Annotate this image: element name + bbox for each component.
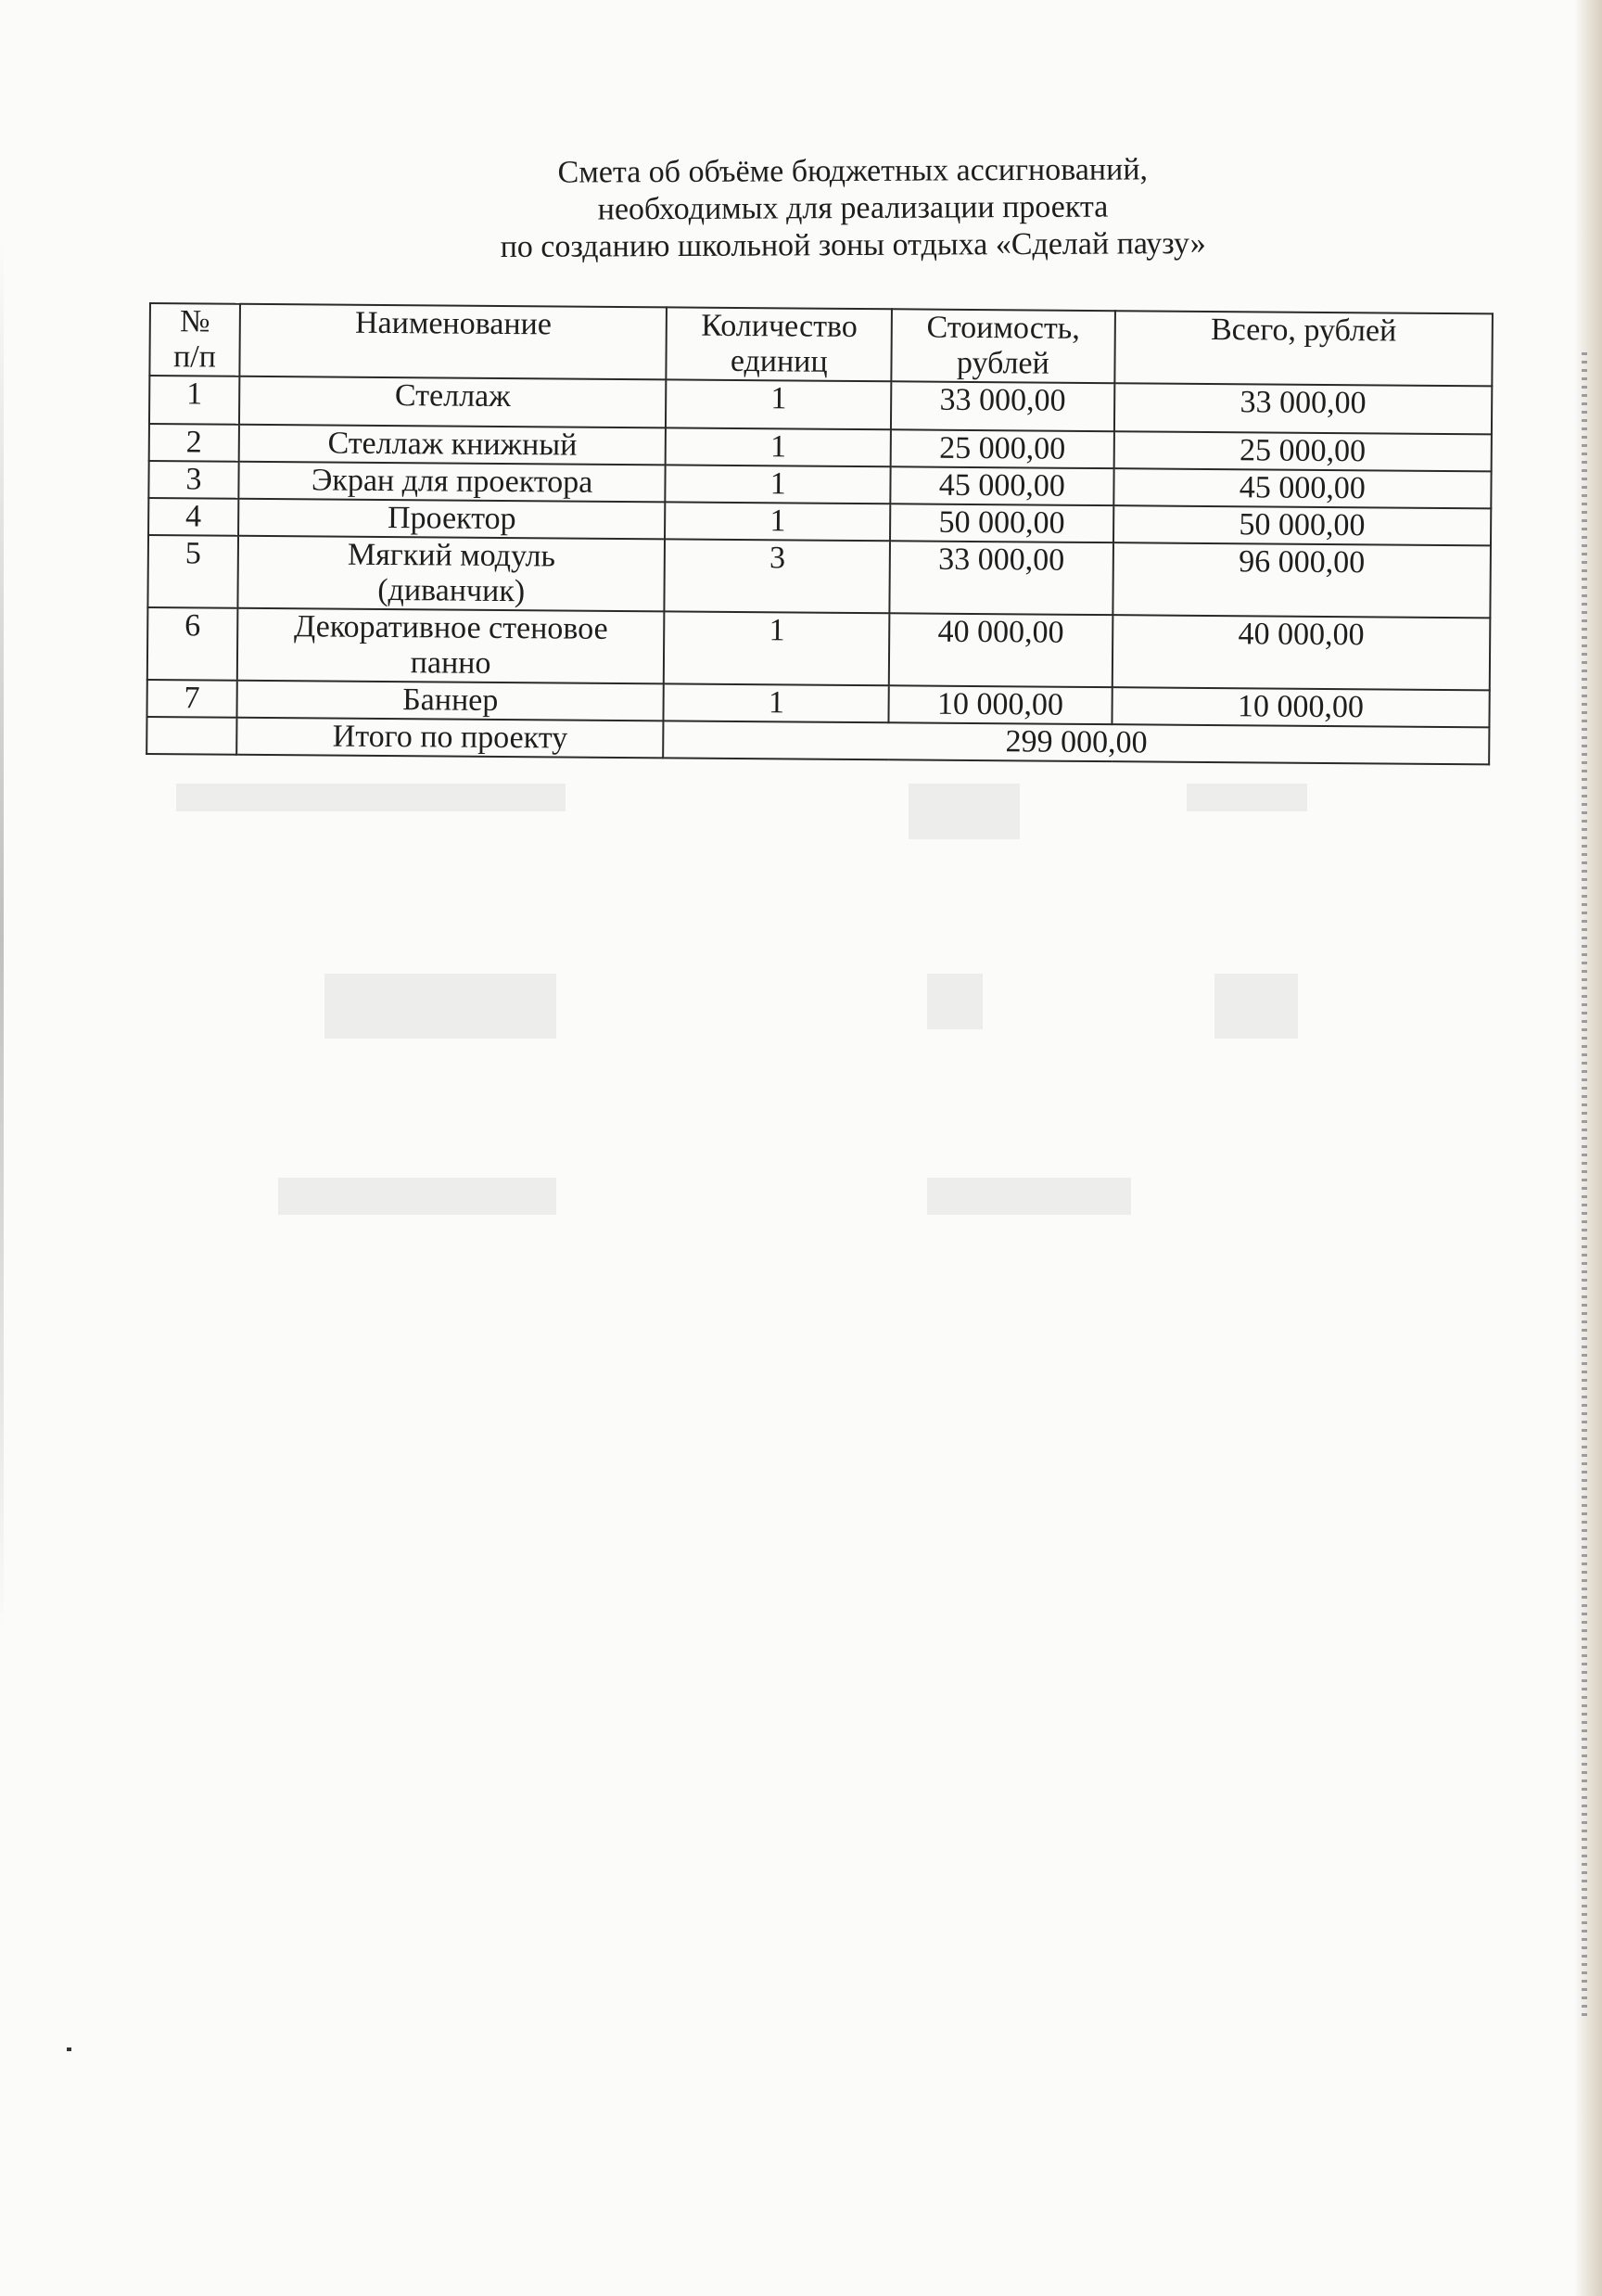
bleed-through-mark — [176, 784, 566, 811]
header-num-line1: № — [179, 304, 210, 339]
stray-mark — [67, 2047, 71, 2051]
table-header-row — [149, 303, 1493, 386]
title-line-3: по созданию школьной зоны отдыха «Сделай паузу» — [500, 226, 1206, 264]
scan-edge-artifacts — [1582, 352, 1587, 2022]
row-cost: 45 000,00 — [890, 466, 1113, 505]
header-cost-line1: Стоимость, — [926, 310, 1080, 346]
header-num-line2: п/п — [172, 339, 217, 375]
table-row — [147, 607, 1491, 690]
row-name: Проектор — [238, 499, 666, 540]
header-name-text: Наименование — [354, 305, 553, 342]
row-qty: 1 — [665, 502, 890, 541]
estimate-table — [146, 302, 1494, 765]
row-name: Экран для проектора — [238, 462, 666, 503]
row-total: 96 000,00 — [1112, 542, 1491, 618]
row-total: 10 000,00 — [1112, 687, 1490, 727]
row-name-line1: Декоративное стеновое — [293, 609, 608, 646]
row-qty: 1 — [666, 379, 891, 429]
row-total: 50 000,00 — [1113, 505, 1492, 545]
row-cost: 25 000,00 — [891, 429, 1114, 468]
scan-right-edge — [1574, 0, 1602, 2296]
row-name — [237, 608, 665, 684]
row-cost: 33 000,00 — [889, 541, 1112, 615]
bleed-through-mark — [1187, 784, 1307, 811]
row-total: 45 000,00 — [1113, 468, 1492, 508]
row-qty: 1 — [664, 683, 889, 722]
row-qty: 1 — [664, 611, 889, 685]
title-line-2: необходимых для реализации проекта — [597, 189, 1109, 227]
grand-total-value: 299 000,00 — [664, 721, 1490, 764]
row-name: Стеллаж книжный — [238, 425, 666, 466]
row-num: 1 — [149, 376, 239, 425]
bleed-through-mark — [909, 784, 1020, 839]
bleed-through-mark — [324, 974, 556, 1039]
header-qty-line2: единиц — [730, 343, 828, 379]
row-qty: 1 — [666, 427, 891, 466]
row-num: 2 — [149, 424, 239, 462]
bleed-through-mark — [278, 1178, 556, 1215]
document-title — [426, 151, 1280, 267]
row-cost: 10 000,00 — [889, 685, 1112, 724]
row-num: 7 — [146, 680, 236, 718]
title-line-1: Смета об объёме бюджетных ассигнований, — [557, 152, 1149, 190]
row-cost: 33 000,00 — [891, 381, 1114, 431]
scan-left-edge — [0, 241, 4, 1632]
row-total: 40 000,00 — [1112, 615, 1490, 690]
row-qty: 1 — [666, 465, 891, 504]
header-qty — [667, 307, 892, 381]
row-total: 33 000,00 — [1114, 383, 1493, 434]
header-num — [149, 303, 239, 376]
header-total — [1114, 311, 1493, 386]
row-name-line2: (диванчик) — [377, 572, 526, 609]
row-num: 3 — [148, 461, 238, 499]
row-num: 4 — [148, 498, 238, 536]
grand-total-label: Итого по проекту — [236, 718, 664, 759]
row-cost: 40 000,00 — [889, 613, 1112, 687]
bleed-through-mark — [927, 1178, 1131, 1215]
bleed-through-mark — [1214, 974, 1298, 1039]
bleed-through-mark — [927, 974, 983, 1029]
header-cost-line2: рублей — [956, 345, 1049, 381]
header-cost — [891, 309, 1114, 383]
row-num: 5 — [147, 535, 237, 608]
row-name: Баннер — [236, 681, 664, 721]
row-name: Стеллаж — [239, 376, 667, 428]
table-row — [147, 535, 1491, 618]
row-name-line1: Мягкий модуль — [347, 537, 556, 574]
row-name — [237, 536, 665, 612]
header-name — [239, 304, 667, 380]
row-num: 6 — [147, 607, 237, 681]
row-name-line2: панно — [410, 645, 491, 681]
header-qty-line1: Количество — [701, 308, 858, 344]
row-total: 25 000,00 — [1113, 431, 1492, 471]
row-qty: 3 — [665, 539, 890, 613]
row-cost: 50 000,00 — [890, 504, 1113, 542]
header-total-text: Всего, рублей — [1210, 312, 1397, 349]
total-row-empty-cell — [146, 717, 236, 755]
